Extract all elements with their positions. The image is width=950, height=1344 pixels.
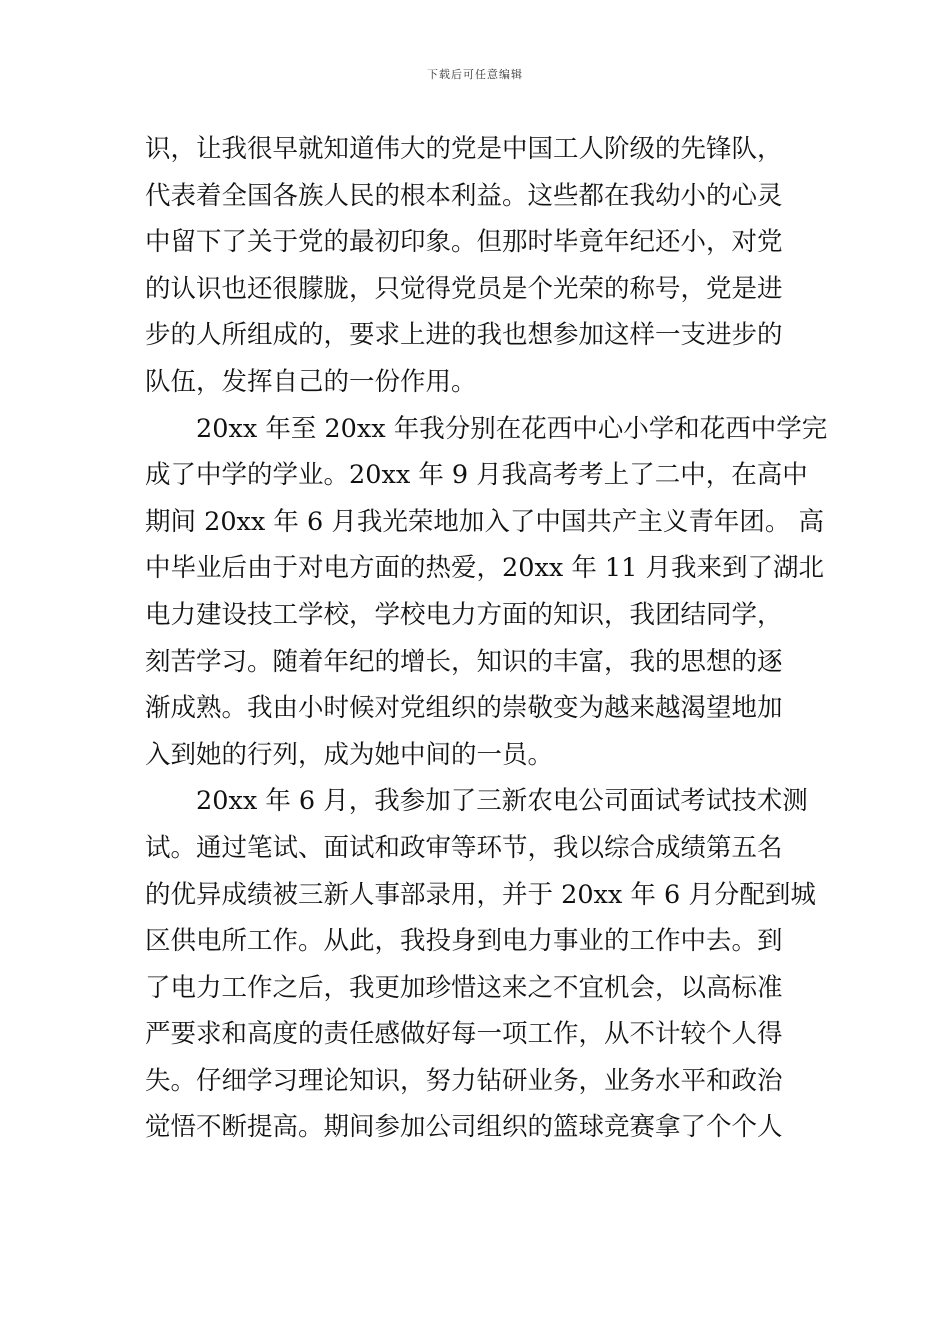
page-header: 下载后可任意编辑 (427, 68, 523, 81)
text-line: 20xx 年 6 月，我参加了三新农电公司面试考试技术测 (196, 786, 808, 817)
text-line: 渐成熟。我由小时候对党组织的崇敬变为越来越渴望地加 (145, 693, 783, 724)
paragraph-3 (145, 778, 816, 1151)
text-line: 20xx 年至 20xx 年我分别在花西中心小学和花西中学完 (196, 413, 828, 444)
text-line: 识，让我很早就知道伟大的党是中国工人阶级的先锋队， (145, 134, 783, 164)
text-line: 觉悟不断提高。期间参加公司组织的篮球竞赛拿了个个人 (145, 1112, 783, 1143)
text-line: 严要求和高度的责任感做好每一项工作，从不计较个人得 (145, 1019, 783, 1050)
text-line: 了电力工作之后，我更加珍惜这来之不宜机会，以高标准 (145, 972, 783, 1003)
text-line: 代表着全国各族人民的根本利益。这些都在我幼小的心灵 (145, 180, 783, 211)
paragraph-1 (145, 126, 805, 406)
text-line: 中留下了关于党的最初印象。但那时毕竟年纪还小，对党 (145, 227, 783, 258)
text-line: 的优异成绩被三新人事部录用，并于 20xx 年 6 月分配到城 (145, 879, 816, 910)
text-line: 的认识也还很朦胧，只觉得党员是个光荣的称号，党是进 (145, 273, 783, 304)
text-line: 试。通过笔试、面试和政审等环节，我以综合成绩第五名 (145, 832, 783, 863)
text-line: 入到她的行列，成为她中间的一员。 (145, 739, 554, 770)
text-line: 电力建设技工学校，学校电力方面的知识，我团结同学， (145, 599, 783, 630)
text-line: 成了中学的学业。20xx 年 9 月我高考考上了二中，在高中 (145, 460, 808, 491)
paragraph-2 (145, 406, 828, 779)
document-body (145, 126, 828, 1151)
text-line: 刻苦学习。随着年纪的增长，知识的丰富，我的思想的逐 (145, 646, 783, 677)
text-line: 区供电所工作。从此，我投身到电力事业的工作中去。到 (145, 926, 783, 957)
text-line: 步的人所组成的，要求上进的我也想参加这样一支进步的 (145, 320, 783, 351)
text-line: 中毕业后由于对电方面的热爱，20xx 年 11 月我来到了湖北 (145, 553, 824, 584)
text-line: 队伍，发挥自己的一份作用。 (145, 366, 477, 397)
text-line: 期间 20xx 年 6 月我光荣地加入了中国共产主义青年团。 高 (145, 506, 824, 537)
text-line: 失。仔细学习理论知识，努力钻研业务，业务水平和政治 (145, 1065, 783, 1096)
